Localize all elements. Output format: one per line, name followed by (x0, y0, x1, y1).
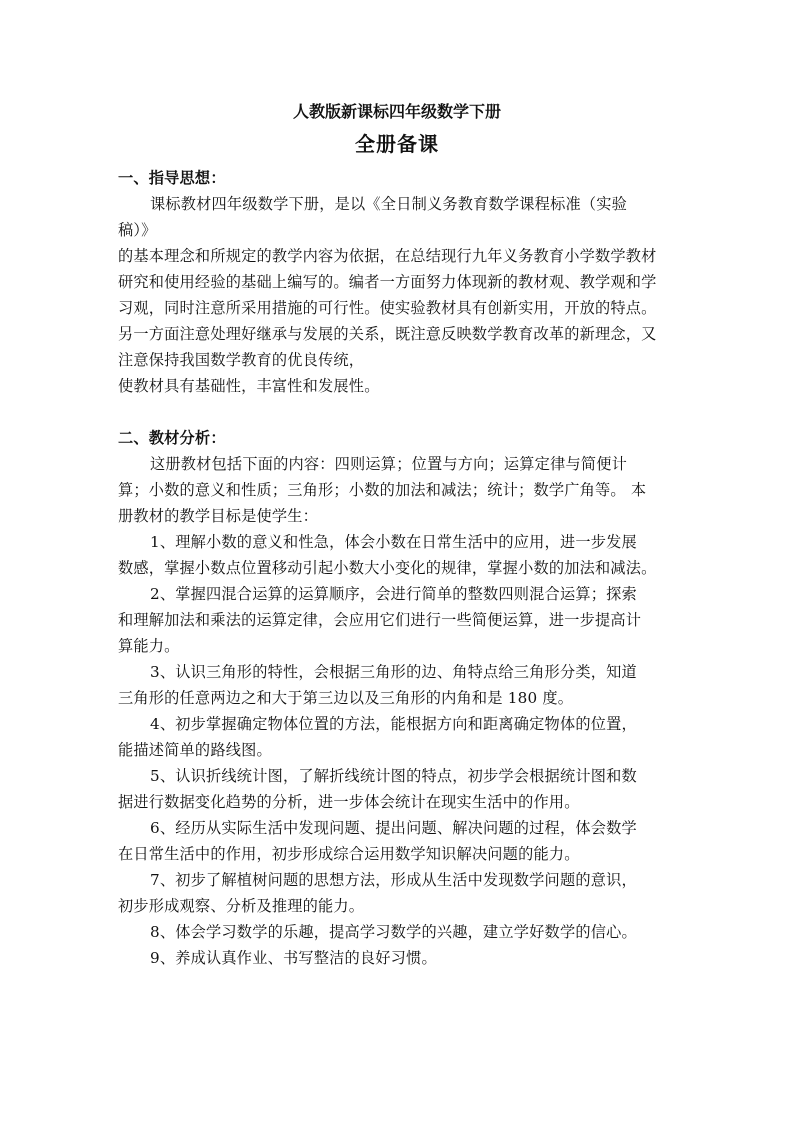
section-heading-guiding-ideology: 一、指导思想： (118, 169, 226, 187)
goal-item-line: 在日常生活中的作用，初步形成综合运用数学知识解决问题的能力。 (118, 845, 580, 863)
paragraph-line: 的基本理念和所规定的教学内容为依据，在总结现行九年义务教育小学数学教材 (118, 247, 657, 265)
paragraph-line: 稿）》 (118, 221, 157, 239)
goal-item-line: 1、理解小数的意义和性急，体会小数在日常生活中的应用，进一步发展 (150, 533, 637, 551)
goal-item-line: 据进行数据变化趋势的分析，进一步体会统计在现实生活中的作用。 (118, 793, 580, 811)
paragraph-line: 册教材的教学目标是使学生： (118, 507, 319, 525)
goal-item-line: 9、养成认真作业、书写整洁的良好习惯。 (150, 949, 437, 967)
goal-item-line: 三角形的任意两边之和大于第三边以及三角形的内角和是 180 度。 (118, 689, 574, 707)
goal-item-line: 2、掌握四混合运算的运算顺序，会进行简单的整数四则混合运算；探索 (150, 585, 637, 603)
document-subtitle: 全册备课 (355, 132, 439, 156)
paragraph-line: 这册教材包括下面的内容：四则运算；位置与方向；运算定律与简便计 (150, 455, 628, 473)
goal-item-line: 8、体会学习数学的乐趣，提高学习数学的兴趣，建立学好数学的信心。 (150, 923, 637, 941)
goal-item-line: 4、初步掌握确定物体位置的方法，能根据方向和距离确定物体的位置， (150, 715, 637, 733)
paragraph-line: 习观，同时注意所采用措施的可行性。使实验教材具有创新实用，开放的特点。 (118, 299, 657, 317)
goal-item-line: 7、初步了解植树问题的思想方法，形成从生活中发现数学问题的意识， (150, 871, 637, 889)
goal-item-line: 5、认识折线统计图，了解折线统计图的特点，初步学会根据统计图和数 (150, 767, 637, 785)
goal-item-line: 算能力。 (118, 637, 180, 655)
goal-item-line: 6、经历从实际生活中发现问题、提出问题、解决问题的过程，体会数学 (150, 819, 637, 837)
goal-item-line: 数感，掌握小数点位置移动引起小数大小变化的规律，掌握小数的加法和减法。 (118, 559, 657, 577)
goal-item-line: 能描述简单的路线图。 (118, 741, 272, 759)
paragraph-line: 研究和使用经验的基础上编写的。编者一方面努力体现新的教材观、教学观和学 (118, 273, 657, 291)
paragraph-line: 课标教材四年级数学下册，是以《全日制义务教育数学课程标准（实验 (150, 195, 628, 213)
goal-item-line: 初步形成观察、分析及推理的能力。 (118, 897, 365, 915)
paragraph-line: 使教材具有基础性，丰富性和发展性。 (118, 377, 380, 395)
document-title: 人教版新课标四年级数学下册 (292, 102, 501, 121)
goal-item-line: 和理解加法和乘法的运算定律，会应用它们进行一些简便运算，进一步提高计 (118, 611, 642, 629)
paragraph-line: 算；小数的意义和性质；三角形；小数的加法和减法；统计；数学广角等。 本 (118, 481, 647, 499)
section-heading-textbook-analysis: 二、教材分析： (118, 429, 226, 447)
paragraph-line: 注意保持我国数学教育的优良传统， (118, 351, 365, 369)
paragraph-line: 另一方面注意处理好继承与发展的关系，既注意反映数学教育改革的新理念，又 (118, 325, 657, 343)
goal-item-line: 3、认识三角形的特性，会根据三角形的边、角特点给三角形分类，知道 (150, 663, 637, 681)
